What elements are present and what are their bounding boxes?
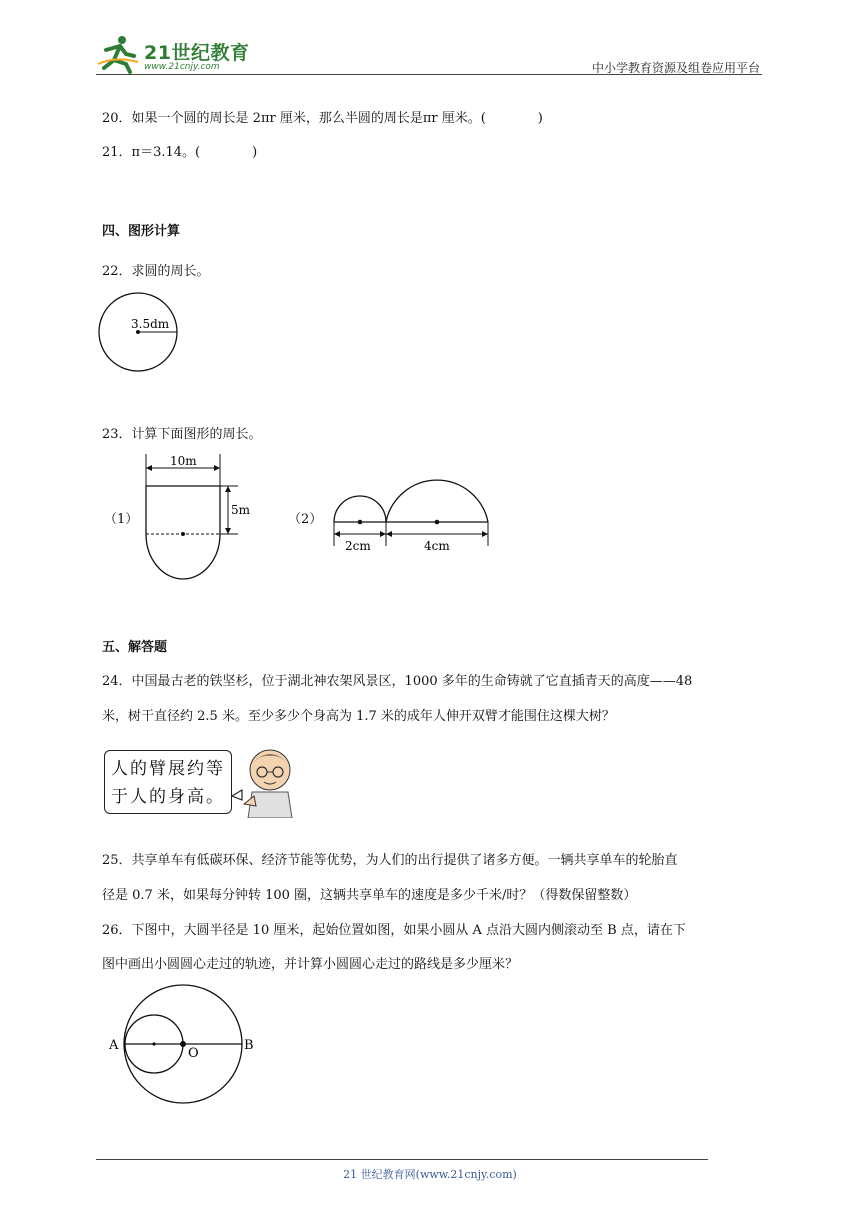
student-cartoon-icon (228, 744, 298, 818)
q23-fig1-side-label: 5m (231, 503, 251, 517)
q23-fig2-index: （2） (288, 512, 323, 527)
question-24-line-2: 米，树干直径约 2.5 米。至少多少个身高为 1.7 米的成年人伸开双臂才能围住这棵大树？ (102, 709, 615, 724)
question-20: 20．如果一个圆的周长是 2πr 厘米，那么半圆的周长是πr 厘米。( ) (102, 111, 543, 126)
logo-url: www.21cnjy.com (144, 62, 220, 72)
logo-title: 21世纪教育 (144, 42, 250, 64)
question-22: 22．求圆的周长。 (102, 264, 210, 279)
q26-label-a: A (109, 1038, 119, 1053)
q24-hint-line-1: 人的臂展约等 (111, 759, 225, 779)
section-4-title: 四、图形计算 (102, 224, 181, 239)
footer-divider (96, 1159, 708, 1160)
q23-fig2-small-label: 2cm (345, 539, 371, 553)
question-26-line-1: 26．下图中，大圆半径是 10 厘米，起始位置如图，如果小圆从 A 点沿大圆内侧滚动至 B 点，请在下 (102, 923, 686, 938)
q26-label-o: O (188, 1046, 199, 1061)
q24-hint-bubble (104, 750, 232, 814)
site-logo (96, 34, 266, 74)
q24-hint-line-2: 于人的身高。 (111, 787, 225, 807)
question-26-line-2: 图中画出小圆圆心走过的轨迹，并计算小圆圆心走过的路线是多少厘米？ (102, 957, 519, 972)
q22-radius-label: 3.5dm (131, 317, 170, 331)
q23-figure-2 (326, 462, 496, 558)
q23-fig2-large-label: 4cm (424, 539, 450, 553)
question-23: 23．计算下面图形的周长。 (102, 427, 262, 442)
q26-label-b: B (244, 1038, 254, 1053)
header-platform-text: 中小学教育资源及组卷应用平台 (591, 61, 760, 75)
q26-circles-figure (104, 982, 264, 1106)
question-24-line-1: 24．中国最古老的铁坚杉，位于湖北神农架风景区，1000 多年的生命铸就了它直插青天的高度——48 (102, 674, 693, 689)
question-25-line-1: 25．共享单车有低碳环保、经济节能等优势，为人们的出行提供了诸多方便。一辆共享单车的轮胎直 (102, 853, 678, 868)
question-21: 21．π＝3.14。( ) (102, 145, 258, 160)
question-25-line-2: 径是 0.7 米，如果每分钟转 100 圈，这辆共享单车的速度是多少千米/时？（得数保留整数） (102, 888, 637, 903)
q23-fig1-top-label: 10m (170, 454, 197, 468)
q22-circle-figure (96, 292, 186, 376)
footer-text[interactable]: 21 世纪教育网(www.21cnjy.com) (343, 1168, 517, 1181)
q23-figure-1 (138, 452, 258, 582)
q23-fig1-index: （1） (104, 512, 139, 527)
header-divider (96, 74, 762, 75)
section-5-title: 五、解答题 (102, 640, 168, 655)
runner-logo-icon (96, 34, 140, 74)
